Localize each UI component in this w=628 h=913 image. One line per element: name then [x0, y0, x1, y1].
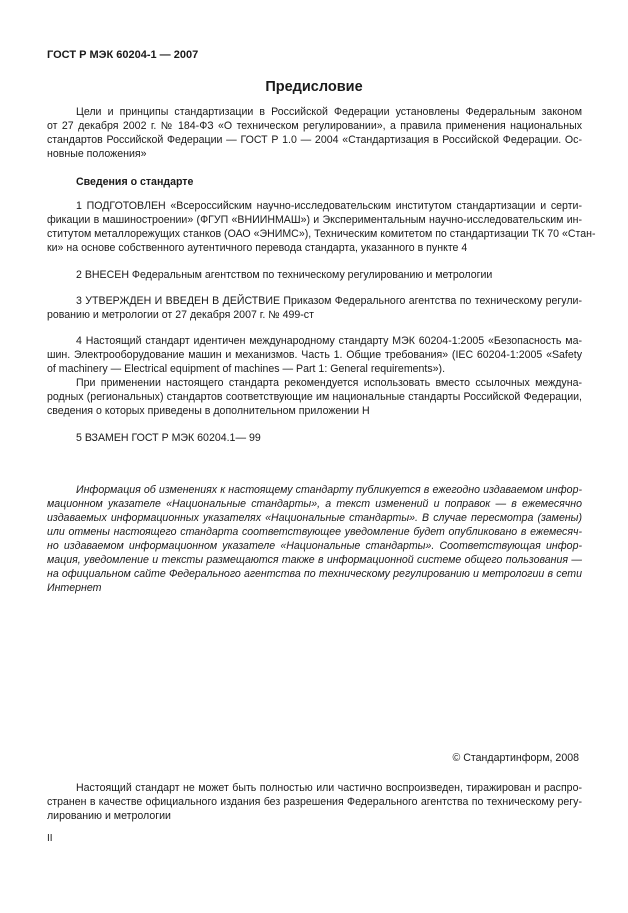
item-4-note-line-3: сведения о которых приведены в дополнительном приложении Н	[47, 405, 370, 417]
intro-line-3: стандартов Российской Федерации — ГОСТ Р 1.0 — 2004 «Стандартизация в Российской Федерации. Ос-	[47, 134, 582, 146]
reproduction-line-2: странен в качестве официального издания без разрешения Федерального агентства по техническому регу-	[47, 796, 582, 808]
item-4-note-line-1: При применении настоящего стандарта рекомендуется использовать вместо ссылочных междуна-	[76, 377, 582, 389]
info-line-4: или отмены настоящего стандарта соответствующее уведомление будет опубликовано в ежемесяч-	[47, 526, 582, 538]
info-line-2: мационном указателе «Национальные стандарты», а текст изменений и поправок — в ежемесячно	[47, 498, 582, 510]
page-number: II	[47, 833, 53, 844]
info-line-7: на официальном сайте Федерального агентства по техническому регулированию и метрологии в сети	[47, 568, 582, 580]
item-1-line-2: фикации в машиностроении» (ФГУП «ВНИИНМАШ») и Экспериментальным научно-исследовательским ин-	[47, 214, 582, 226]
info-line-5: но издаваемом информационном указателе «Национальные стандарты». Соответствующая инфор-	[47, 540, 582, 552]
item-1-line-1: 1 ПОДГОТОВЛЕН «Всероссийским научно-исследовательским институтом стандартизации и серти-	[76, 200, 582, 212]
copyright-notice: © Стандартинформ, 2008	[452, 752, 579, 764]
intro-line-1: Цели и принципы стандартизации в Российской Федерации установлены Федеральным законом	[76, 106, 582, 118]
item-2-paragraph: 2 ВНЕСЕН Федеральным агентством по техническому регулированию и метрологии	[76, 269, 493, 281]
item-3-line-1: 3 УТВЕРЖДЕН И ВВЕДЕН В ДЕЙСТВИЕ Приказом Федерального агентства по техническому регули-	[76, 295, 582, 307]
info-line-8: Интернет	[47, 582, 102, 594]
item-4-note-line-2: родных (региональных) стандартов соответствующие им национальные стандарты Российской Федерации,	[47, 391, 582, 403]
page-title: Предисловие	[265, 79, 363, 95]
info-line-6: мация, уведомление и тексты размещаются также в информационной системе общего пользования —	[47, 554, 582, 566]
item-4-line-2: шин. Электрооборудование машин и механизмов. Часть 1. Общие требования» (IEC 60204-1:2005 «Safety	[47, 349, 582, 361]
item-5-paragraph: 5 ВЗАМЕН ГОСТ Р МЭК 60204.1— 99	[76, 432, 261, 444]
item-3-line-2: рованию и метрологии от 27 декабря 2007 г. № 499-ст	[47, 309, 314, 321]
info-line-3: издаваемых информационных указателях «Национальные стандарты». В случае пересмотра (замены)	[47, 512, 582, 524]
intro-line-4: новные положения»	[47, 148, 147, 160]
item-1-line-3: ститутом металлорежущих станков (ОАО «ЭНИМС»), Техническим комитетом по стандартизации ТК 70 «Стан-	[47, 228, 596, 240]
item-4-line-1: 4 Настоящий стандарт идентичен международному стандарту МЭК 60204-1:2005 «Безопасность ма-	[76, 335, 582, 347]
intro-line-2: от 27 декабря 2002 г. № 184-ФЗ «О техническом регулировании», а правила применения национальных	[47, 120, 582, 132]
document-header: ГОСТ Р МЭК 60204-1 — 2007	[47, 49, 199, 61]
section-heading: Сведения о стандарте	[76, 176, 194, 188]
info-line-1: Информация об изменениях к настоящему стандарту публикуется в ежегодно издаваемом инфор-	[76, 484, 582, 496]
item-4-line-3: of machinery — Electrical equipment of machines — Part 1: General requirements»).	[47, 363, 446, 375]
reproduction-line-1: Настоящий стандарт не может быть полностью или частично воспроизведен, тиражирован и распро-	[76, 782, 582, 794]
item-1-line-4: ки» на основе собственного аутентичного перевода стандарта, указанного в пункте 4	[47, 242, 468, 254]
reproduction-line-3: лированию и метрологии	[47, 810, 171, 822]
